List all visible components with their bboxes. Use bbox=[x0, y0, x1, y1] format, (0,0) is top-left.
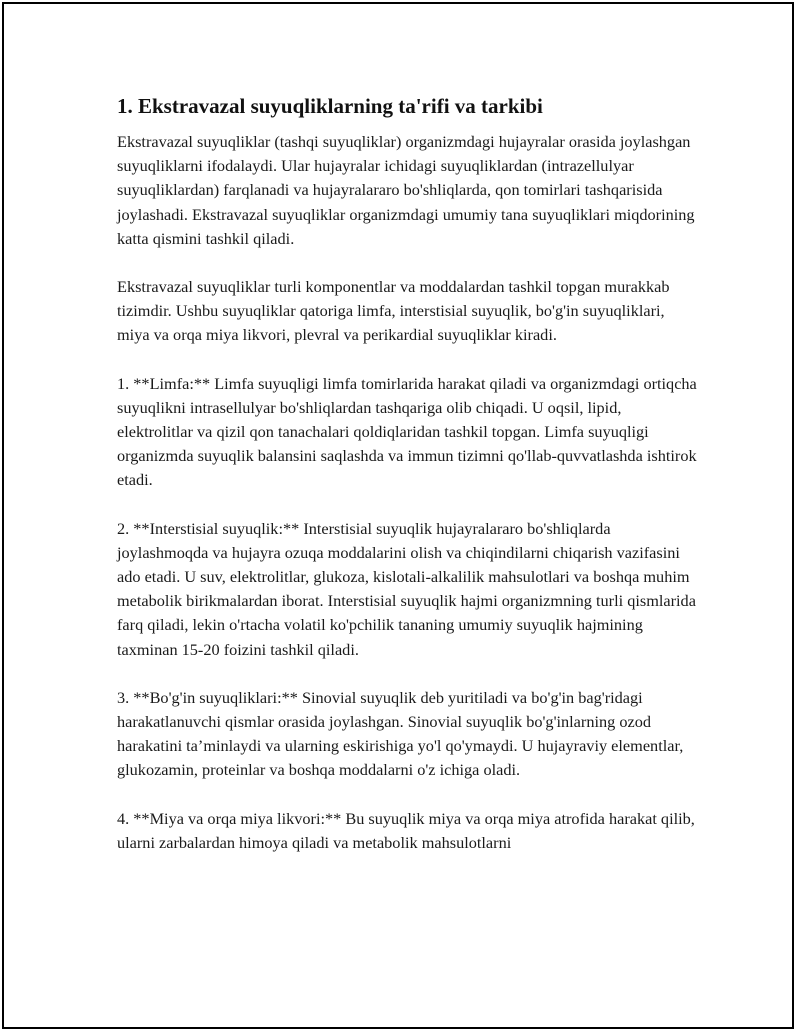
paragraph-cerebrospinal-fluid: 4. **Miya va orqa miya likvori:** Bu suyuqlik miya va orqa miya atrofida harakat qilib, ularni zarbalardan himoya qiladi va metabolik mahsulotlarni bbox=[117, 808, 695, 852]
document-body bbox=[117, 92, 697, 879]
paragraph-synovial-fluid: 3. **Bo'g'in suyuqliklari:** Sinovial suyuqlik deb yuritiladi va bo'g'in bag'ridagi harakatlanuvchi qismlar orasida joylashgan. Sinovial suyuqlik bo'g'inlarning ozod harakatini ta’minlaydi va ularning eskirishiga yo'l qo'ymaydi. U hujayraviy elementlar, glukozamin, proteinlar va boshqa moddalarni o'z ichiga oladi. bbox=[117, 687, 684, 780]
section-heading: 1. Ekstravazal suyuqliklarning ta'rifi va tarkibi bbox=[117, 94, 543, 118]
paragraph-intro-composition: Ekstravazal suyuqliklar turli komponentlar va moddalardan tashkil topgan murakkab tizimdir. Ushbu suyuqliklar qatoriga limfa, interstisial suyuqlik, bo'g'in suyuqliklari, miya va orqa miya likvori, plevral va perikardial suyuqliklar kiradi. bbox=[117, 277, 670, 345]
paragraph-interstitial-fluid: 2. **Interstisial suyuqlik:** Interstisial suyuqlik hujayralararo bo'shliqlarda joylashmoqda va hujayra ozuqa moddalarini olish va chiqindilarni chiqarish vazifasini ado etadi. U suv, elektrolitlar, glukoza, kislotali-alkalilik mahsulotlari va boshqa muhim metabolik birikmalardan iborat. Interstisial suyuqlik hajmi organizmning turli qismlarida farq qiladi, lekin o'rtacha volatil ko'pchilik tananing umumiy suyuqlik hajmining taxminan 15-20 foizini tashkil qiladi. bbox=[117, 518, 696, 659]
paragraph-lymph: 1. **Limfa:** Limfa suyuqligi limfa tomirlarida harakat qiladi va organizmdagi ortiqcha suyuqlikni intrasellulyar bo'shliqlardan tashqariga olib chiqadi. U oqsil, lipid, elektrolitlar va qizil qon tanachalari qoldiqlaridan tashkil topgan. Limfa suyuqligi organizmda suyuqlik balansini saqlashda va immun tizimni qo'llab-quvvatlashda ishtirok etadi. bbox=[117, 373, 697, 490]
paragraph-intro-definition: Ekstravazal suyuqliklar (tashqi suyuqliklar) organizmdagi hujayralar orasida joylashgan suyuqliklarni ifodalaydi. Ular hujayralar ichidagi suyuqliklardan (intrazellulyar suyuqliklardan) farqlanadi va hujayralararo bo'shliqlarda, qon tomirlari tashqarisida joylashadi. Ekstravazal suyuqliklar organizmdagi umumiy tana suyuqliklari miqdorining katta qismini tashkil qiladi. bbox=[117, 132, 695, 248]
